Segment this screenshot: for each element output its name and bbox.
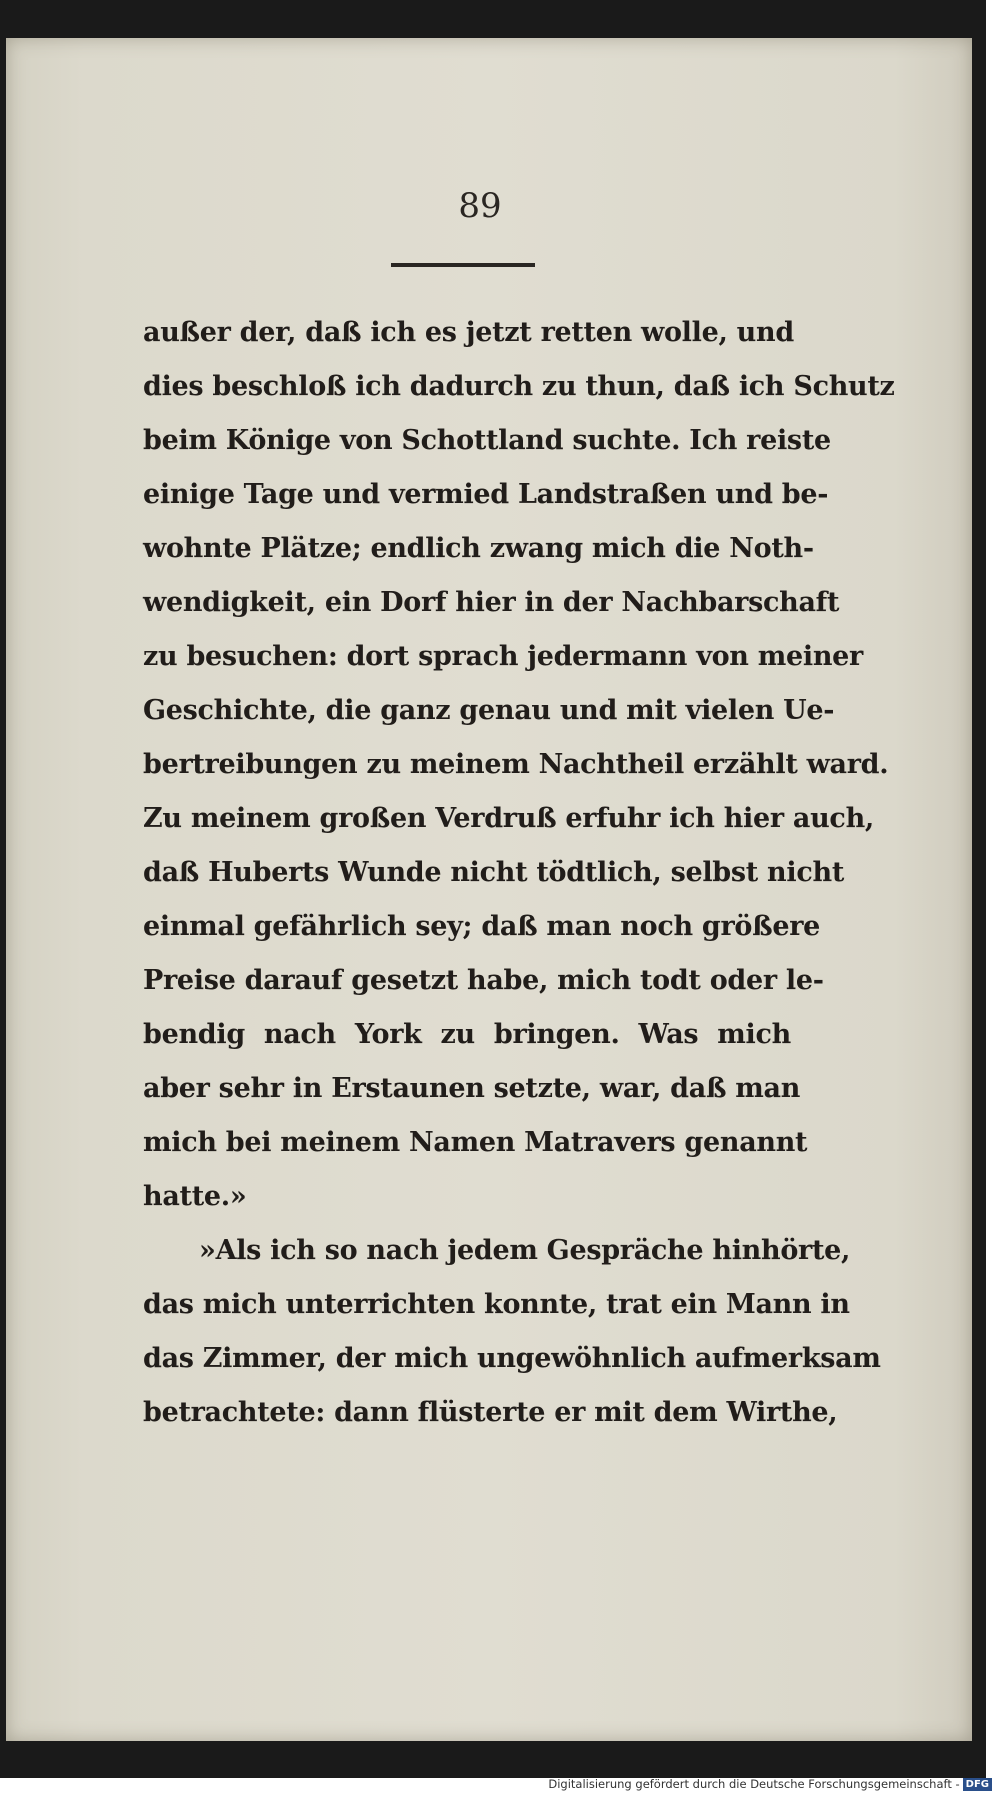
text-line: wohnte Plätze; endlich zwang mich die Noth- <box>143 533 814 564</box>
text-line: Geschichte, die ganz genau und mit vielen Ue- <box>143 695 835 726</box>
text-line: beim Könige von Schottland suchte. Ich reiste <box>143 425 831 456</box>
digitization-credit <box>548 1777 992 1791</box>
dfg-logo: DFG <box>963 1778 992 1791</box>
text-line: bendig nach York zu bringen. Was mich <box>143 1019 791 1050</box>
page-number-rule <box>391 263 535 267</box>
text-line: wendigkeit, ein Dorf hier in der Nachbarschaft <box>143 587 840 618</box>
text-line: hatte.» <box>143 1181 247 1212</box>
body-text <box>143 306 895 1440</box>
text-line: »Als ich so nach jedem Gespräche hinhörte, <box>199 1235 851 1266</box>
text-line: aber sehr in Erstaunen setzte, war, daß man <box>143 1073 801 1104</box>
text-line: das mich unterrichten konnte, trat ein Mann in <box>143 1289 850 1320</box>
text-line: einmal gefährlich sey; daß man noch größere <box>143 911 821 942</box>
text-line: einige Tage und vermied Landstraßen und be- <box>143 479 829 510</box>
text-line: zu besuchen: dort sprach jedermann von meiner <box>143 641 863 672</box>
credit-text: Digitalisierung gefördert durch die Deutsche Forschungsgemeinschaft - <box>548 1777 960 1791</box>
text-line: bertreibungen zu meinem Nachtheil erzählt ward. <box>143 749 889 780</box>
text-line: außer der, daß ich es jetzt retten wolle, und <box>143 317 794 348</box>
text-line: betrachtete: dann flüsterte er mit dem Wirthe, <box>143 1397 838 1428</box>
text-line: mich bei meinem Namen Matravers genannt <box>143 1127 808 1158</box>
page-number: 89 <box>458 186 502 226</box>
text-line: daß Huberts Wunde nicht tödtlich, selbst nicht <box>143 857 844 888</box>
text-line: Preise darauf gesetzt habe, mich todt oder le- <box>143 965 824 996</box>
text-line: das Zimmer, der mich ungewöhnlich aufmerksam <box>143 1343 881 1374</box>
text-line: Zu meinem großen Verdruß erfuhr ich hier auch, <box>143 803 874 834</box>
text-line: dies beschloß ich dadurch zu thun, daß ich Schutz <box>143 371 895 402</box>
